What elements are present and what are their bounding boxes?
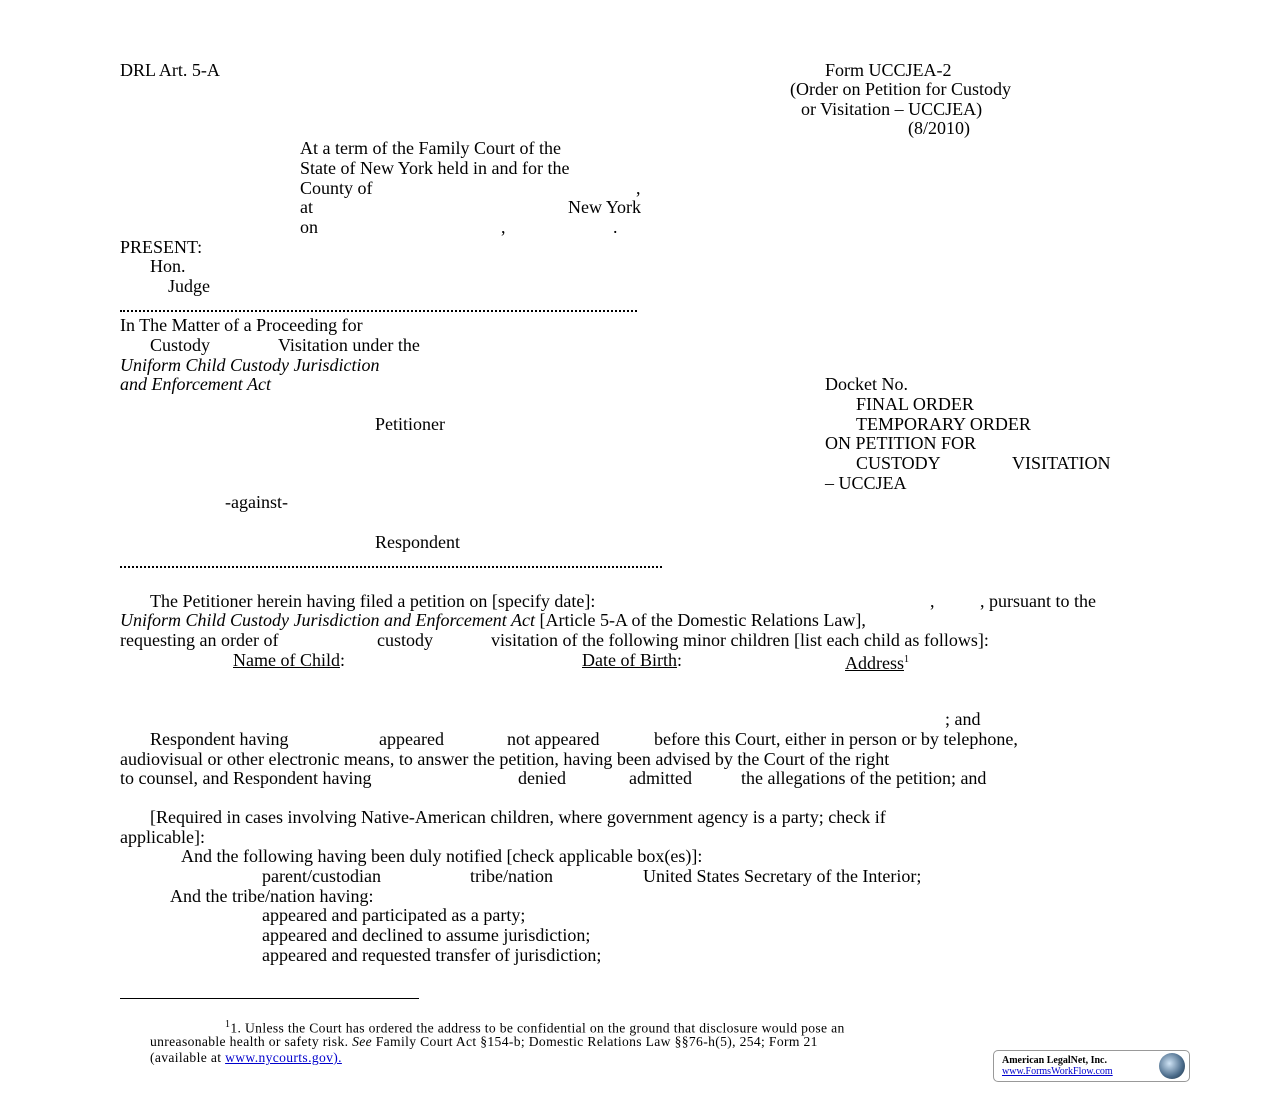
article-text: [Article 5-A of the Domestic Relations Law],: [534, 610, 866, 630]
tribe-participated-option: appeared and participated as a party;: [262, 905, 526, 925]
on-petition-label: ON PETITION FOR: [825, 433, 976, 453]
admitted-option: admitted: [629, 768, 692, 788]
nycourts-link[interactable]: www.nycourts.gov).: [225, 1050, 342, 1065]
custody-option: Custody: [150, 335, 211, 355]
custody-request-option: custody: [377, 630, 433, 650]
petition-filed-text: The Petitioner herein having filed a petition on [specify date]:: [150, 591, 596, 611]
column-address: Address$^1$: [845, 653, 909, 673]
petition-date-comma: ,: [930, 591, 935, 611]
form-title-line-2: or Visitation – UCCJEA): [801, 99, 983, 119]
counsel-text: to counsel, and Respondent having: [120, 768, 372, 788]
respondent-having-text: Respondent having: [150, 729, 289, 749]
applicable-text: applicable]:: [120, 827, 205, 847]
docket-uccjea: – UCCJEA: [825, 473, 907, 493]
tribe-nation-option: tribe/nation: [470, 866, 553, 886]
temporary-order-option: TEMPORARY ORDER: [856, 414, 1031, 434]
globe-icon: [1159, 1053, 1185, 1079]
docket-label: Docket No.: [825, 374, 908, 394]
judge-label: Judge: [168, 276, 210, 296]
allegations-text: the allegations of the petition; and: [741, 768, 987, 788]
against-label: -against-: [225, 492, 288, 512]
form-title-line-1: (Order on Petition for Custody: [790, 79, 1011, 99]
visitation-request-option: visitation of the following minor children [list each child as follows]:: [491, 630, 989, 650]
petitioner-label: Petitioner: [375, 414, 445, 434]
logo-company-name: American LegalNet, Inc.: [1002, 1055, 1107, 1066]
caption-divider-bottom: [120, 566, 662, 568]
footnote-line-3: (available at www.nycourts.gov).: [150, 1050, 342, 1065]
footnote-rule: [120, 998, 419, 999]
form-date: (8/2010): [908, 118, 970, 138]
statute-reference: DRL Art. 5-A: [120, 60, 220, 80]
docket-custody-option: CUSTODY: [856, 453, 941, 473]
hon-label: Hon.: [150, 256, 186, 276]
article-line: [120, 610, 866, 630]
before-court-text: before this Court, either in person or by telephone,: [654, 729, 1018, 749]
act-name: Uniform Child Custody Jurisdiction and Enforcement Act: [120, 610, 535, 630]
tribe-transfer-option: appeared and requested transfer of jurisdiction;: [262, 945, 602, 965]
and-text: ; and: [945, 709, 981, 729]
parent-custodian-option: parent/custodian: [262, 866, 381, 886]
on-label: on: [300, 217, 318, 237]
at-label: at: [300, 197, 313, 217]
present-label: PRESENT:: [120, 237, 203, 257]
denied-option: denied: [518, 768, 566, 788]
court-line-2: State of New York held in and for the: [300, 158, 570, 178]
footnote-line-1: $^1$1. Unless the Court has ordered the address to be confidential on the ground that disclosure would pose an: [225, 1019, 845, 1036]
county-comma: ,: [636, 178, 641, 198]
american-legalnet-logo: [993, 1050, 1190, 1082]
tribe-declined-option: appeared and declined to assume jurisdiction;: [262, 925, 591, 945]
logo-url-link[interactable]: www.FormsWorkFlow.com: [1002, 1066, 1113, 1077]
respondent-label: Respondent: [375, 532, 460, 552]
footnote-reference: 1: [904, 654, 909, 665]
requesting-text: requesting an order of: [120, 630, 279, 650]
form-number: Form UCCJEA-2: [825, 60, 952, 80]
electronic-means-text: audiovisual or other electronic means, to answer the petition, having been advised by the Court of the right: [120, 749, 890, 769]
caption-divider-top: [120, 310, 637, 312]
date-comma: ,: [501, 217, 506, 237]
act-name-line-2: and Enforcement Act: [120, 374, 271, 394]
act-name-line-1: Uniform Child Custody Jurisdiction: [120, 355, 380, 375]
matter-line: In The Matter of a Proceeding for: [120, 315, 363, 335]
state-name: New York: [568, 197, 642, 217]
appeared-option: appeared: [379, 729, 444, 749]
visitation-option: Visitation under the: [278, 335, 420, 355]
county-label: County of: [300, 178, 373, 198]
secretary-option: United States Secretary of the Interior;: [643, 866, 922, 886]
tribe-having-text: And the tribe/nation having:: [170, 886, 374, 906]
notified-text: And the following having been duly notified [check applicable box(es)]:: [181, 846, 703, 866]
date-period: .: [613, 217, 618, 237]
pursuant-text: , pursuant to the: [980, 591, 1096, 611]
column-date-of-birth: Date of Birth:: [582, 650, 682, 670]
not-appeared-option: not appeared: [507, 729, 600, 749]
court-line-1: At a term of the Family Court of the: [300, 138, 561, 158]
column-name-of-child: Name of Child:: [233, 650, 345, 670]
footnote-line-2: unreasonable health or safety risk. See Family Court Act §154-b; Domestic Relations Law §§76-h(5), 254; Form 21: [150, 1034, 818, 1049]
docket-visitation-option: VISITATION: [1012, 453, 1111, 473]
native-american-text: [Required in cases involving Native-American children, where government agency is a party; check if: [150, 807, 886, 827]
final-order-option: FINAL ORDER: [856, 394, 974, 414]
